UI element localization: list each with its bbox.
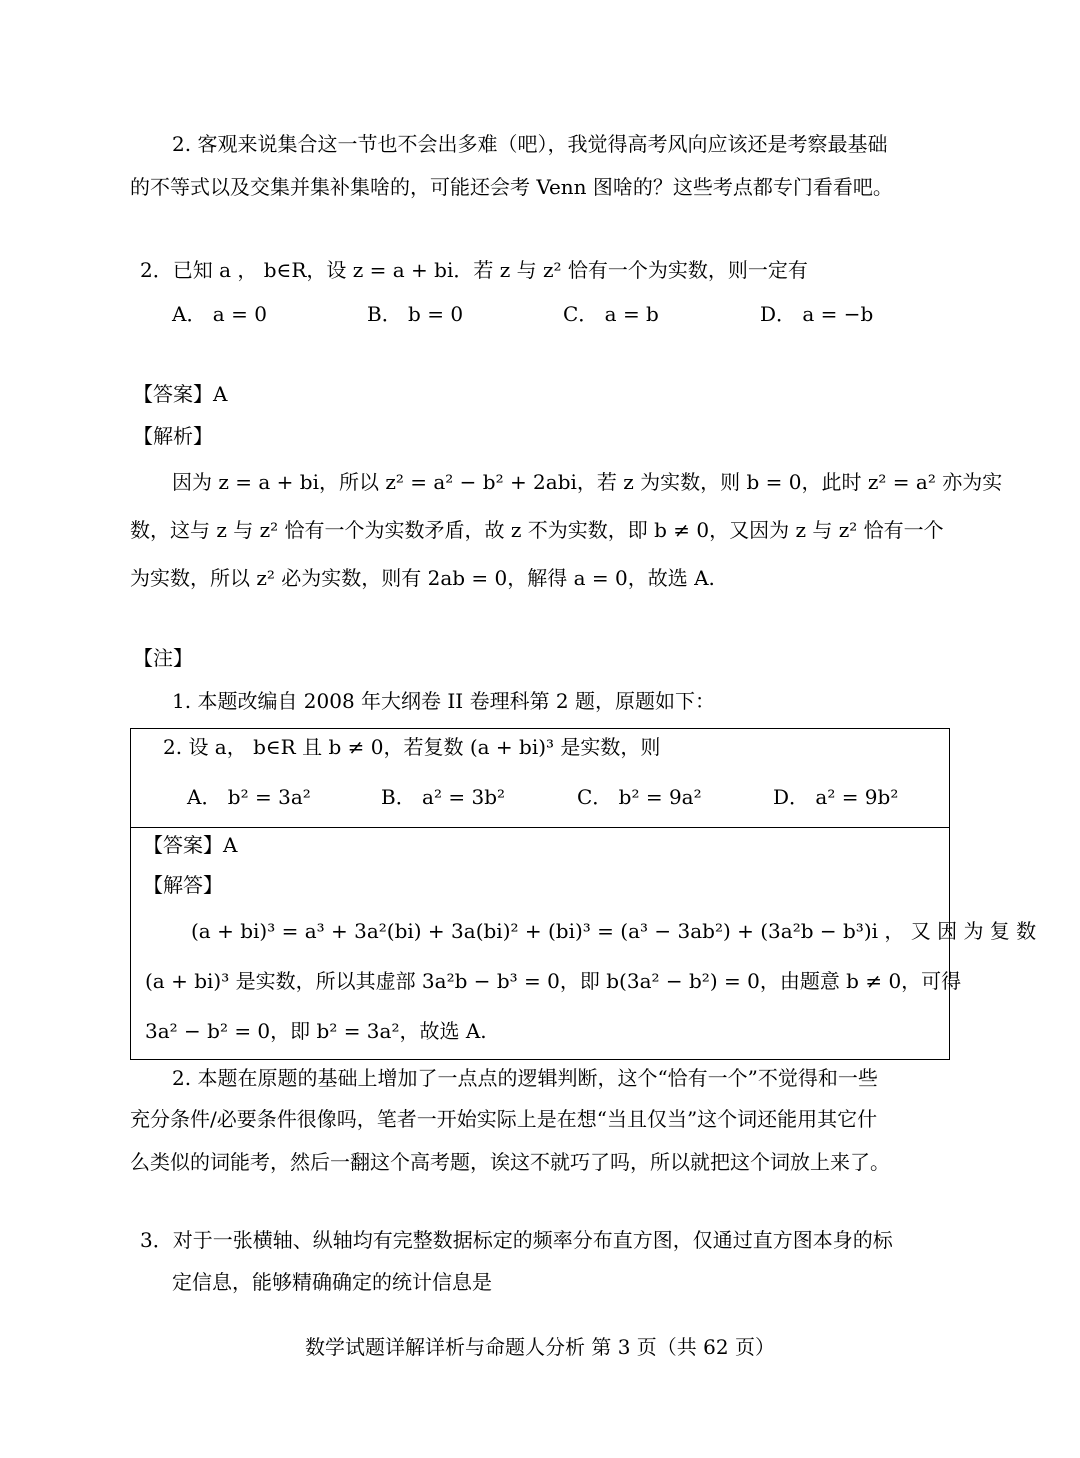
box-solution-label: 【解答】 — [143, 873, 223, 897]
q2-option-c: C． a = b — [563, 302, 659, 326]
intro-line-2: 的不等式以及交集并集补集啥的，可能还会考 Venn 图啥的？这些考点都专门看看吧。 — [130, 175, 893, 199]
box-solution-line-1: (a + bi)³ = a³ + 3a²(bi) + 3a(bi)² + (bi)³ = (a³ − 3ab²) + (3a²b − b³)i ， 又 因 为 复 数 — [191, 919, 1037, 943]
box-answer: 【答案】A — [143, 833, 238, 857]
q2-analysis-label: 【解析】 — [133, 424, 213, 448]
note-item-2-line-1: 2. 本题在原题的基础上增加了一点点的逻辑判断，这个“恰有一个”不觉得和一些 — [172, 1066, 878, 1090]
original-problem-box — [130, 728, 1037, 1060]
q2-analysis-line-2: 数，这与 z 与 z² 恰有一个为实数矛盾，故 z 不为实数，即 b ≠ 0，又因为 z 与 z² 恰有一个 — [130, 518, 944, 542]
page-footer: 数学试题详解详析与命题人分析 第 3 页（共 62 页） — [305, 1335, 775, 1359]
box-solution-line-2: (a + bi)³ 是实数，所以其虚部 3a²b − b³ = 0，即 b(3a² − b²) = 0，由题意 b ≠ 0，可得 — [145, 969, 962, 993]
intro-line-1: 2. 客观来说集合这一节也不会出多难（吧），我觉得高考风向应该还是考察最基础 — [172, 132, 888, 156]
box-option-b: B． a² = 3b² — [381, 785, 506, 809]
q2-option-d: D． a = −b — [760, 302, 874, 326]
q3-line-1: 3．对于一张横轴、纵轴均有完整数据标定的频率分布直方图，仅通过直方图本身的标 — [140, 1228, 893, 1252]
box-stem: 2. 设 a， b∈R 且 b ≠ 0，若复数 (a + bi)³ 是实数，则 — [163, 735, 661, 759]
box-option-d: D． a² = 9b² — [773, 785, 899, 809]
q2-analysis-line-1: 因为 z = a + bi，所以 z² = a² − b² + 2abi，若 z 为实数，则 b = 0，此时 z² = a² 亦为实 — [172, 470, 1003, 494]
q2-option-a: A． a = 0 — [172, 302, 267, 326]
box-divider — [131, 827, 949, 828]
note-item-1: 1. 本题改编自 2008 年大纲卷 II 卷理科第 2 题，原题如下： — [172, 689, 716, 713]
note-label: 【注】 — [133, 646, 193, 670]
note-item-2-line-2: 充分条件/必要条件很像吗，笔者一开始实际上是在想“当且仅当”这个词还能用其它什 — [130, 1107, 878, 1131]
q2-stem: 2．已知 a ， b∈R，设 z = a + bi．若 z 与 z² 恰有一个为实数，则一定有 — [140, 258, 808, 282]
q3-line-2: 定信息，能够精确确定的统计信息是 — [172, 1270, 492, 1294]
q2-analysis-line-3: 为实数，所以 z² 必为实数，则有 2ab = 0，解得 a = 0，故选 A. — [130, 566, 715, 590]
box-solution-line-3: 3a² − b² = 0，即 b² = 3a²，故选 A. — [145, 1019, 487, 1043]
box-option-a: A． b² = 3a² — [187, 785, 311, 809]
q2-option-b: B． b = 0 — [367, 302, 464, 326]
box-option-c: C． b² = 9a² — [577, 785, 702, 809]
note-item-2-line-3: 么类似的词能考，然后一翻这个高考题，诶这不就巧了吗，所以就把这个词放上来了。 — [130, 1150, 890, 1174]
q2-answer: 【答案】A — [133, 382, 228, 406]
